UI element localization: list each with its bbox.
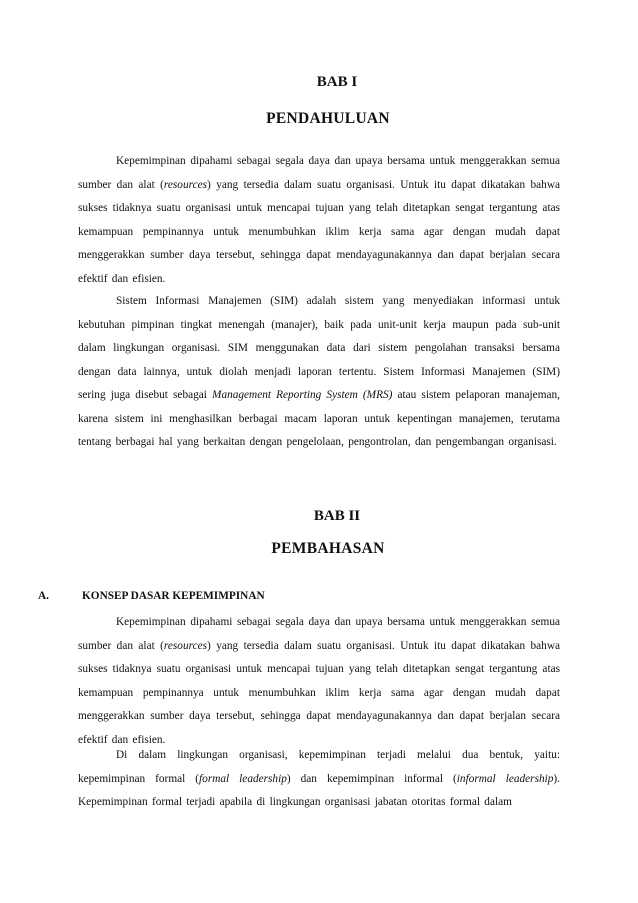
paragraph-intro-1 [78, 150, 560, 291]
chapter-heading-1: BAB I [316, 74, 358, 90]
paragraph-text: ) dan kepemimpinan informal ( [286, 772, 457, 785]
paragraph-text: ). Kepemimpinan formal terjadi apabila di lingkungan organisasi jabatan otoritas formal dalam [78, 772, 560, 808]
italic-term: Management Reporting System (MRS) [212, 389, 393, 401]
italic-term: informal leadership [456, 772, 554, 785]
paragraph-text: ) yang tersedia dalam suatu organisasi. Untuk itu dapat dikatakan bahwa sukses tidaknya suatu organisasi untuk mencapai tujuan yang telah ditetapkan sengat tergantung atas kemampuan pempinannya untuk menumbuhkan iklim kerja sama agar dengan mudah dapat menggerakkan sumber daya tersebut, sehingga dapat mendayagunakannya dan dapat berjalan secara efektif dan efisien. [78, 639, 561, 746]
paragraph-intro-2 [78, 290, 560, 455]
paragraph-text: ) yang tersedia dalam suatu organisasi. Untuk itu dapat dikatakan bahwa sukses tidaknya suatu organisasi untuk mencapai tujuan yang telah ditetapkan sengat tergantung atas kemampuan pempinannya untuk menumbuhkan iklim kerja sama agar dengan mudah dapat menggerakkan sumber daya tersebut, sehingga dapat mendayagunakannya dan dapat berjalan secara efektif dan efisien. [78, 178, 561, 285]
paragraph-text: Kepemimpinan dipahami sebagai segala daya dan upaya bersama untuk menggerakkan semua sumber dan alat ( [78, 616, 560, 652]
italic-term: resources [163, 178, 208, 191]
paragraph-text: Kepemimpinan dipahami sebagai segala daya dan upaya bersama untuk menggerakkan semua sumber dan alat ( [78, 155, 560, 191]
paragraph-discussion-1 [78, 611, 560, 752]
paragraph-discussion-2 [78, 744, 560, 815]
chapter-title-1: PENDAHULUAN [266, 110, 390, 127]
chapter-heading-2: BAB II [313, 508, 361, 524]
section-title: KONSEP DASAR KEPEMIMPINAN [82, 590, 265, 602]
section-number: A. [38, 590, 49, 602]
paragraph-text: atau sistem pelaporan manajeman, karena sistem ini menghasilkan berbagai macam laporan untuk kepentingan manajemen, terutama tentang berbagai hal yang berkaitan dengan pengelolaan, pengontrolan, dan pengembangan organisasi. [78, 389, 560, 448]
chapter-title-2: PEMBAHASAN [271, 540, 385, 557]
paragraph-text: Di dalam lingkungan organisasi, kepemimpinan terjadi melalui dua bentuk, yaitu: kepemimpinan formal ( [78, 749, 560, 785]
italic-term: formal leadership [199, 772, 287, 785]
paragraph-text: Sistem Informasi Manajemen (SIM) adalah sistem yang menyediakan informasi untuk kebutuhan pimpinan tingkat menengah (manajer), baik pada unit-unit kerja maupun pada sub-unit dalam lingkungan organisasi. SIM menggunakan data dari sistem pengolahan transaksi bersama dengan data lainnya, untuk diolah menjadi laporan tertentu. Sistem Informasi Manajemen (SIM) sering juga disebut sebagai [78, 295, 560, 401]
italic-term: resources [163, 639, 208, 652]
